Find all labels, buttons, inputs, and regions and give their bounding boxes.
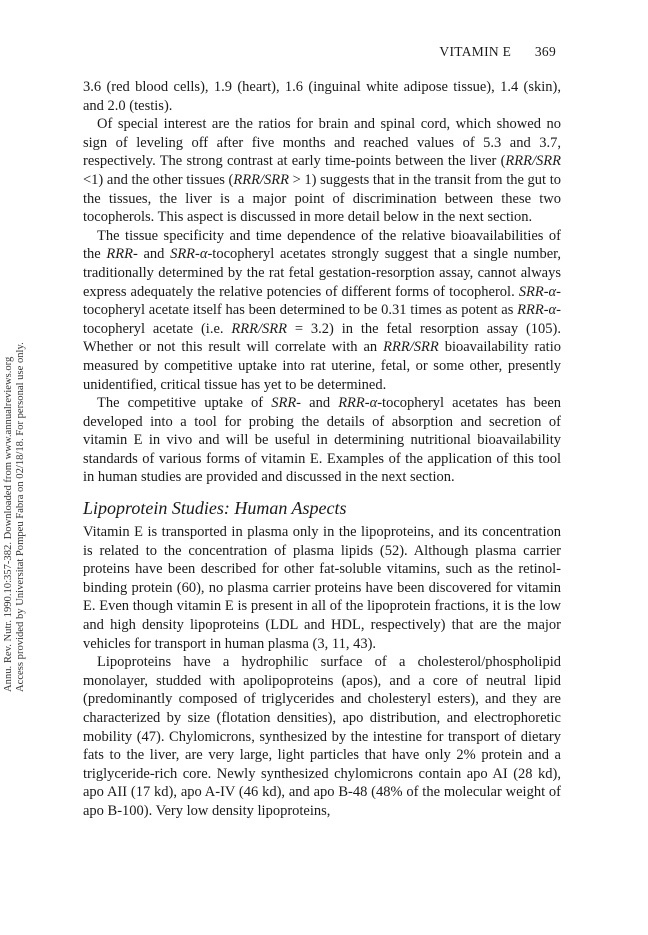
paragraph-2-ratio-2: RRR/SRR (233, 171, 289, 188)
paragraph-2-text-e: > 1) suggests that in the transit from the gut to the tissues, the liver is a major point of discrimination between these two tocopherols. This aspect is discussed in more detail below in the next section. (83, 171, 561, 226)
paragraph-3-text-g: -tocopheryl acetate itself has been determined to be 0.31 times as potent as (83, 283, 561, 319)
paragraph-4-term-rrr-alpha: RRR-α (338, 395, 378, 412)
paragraph-3-ratio-1: RRR/SRR (231, 320, 287, 337)
paragraph-4-text-c: and (301, 395, 339, 412)
paragraph-2 (83, 115, 561, 227)
paragraph-4-text-e: -tocopheryl acetates has been developed into a tool for probing the details of absorption and secretion of vitamin E in vivo and will be useful in determining nutritional bioavailability standards of various forms of vitamin E. Examples of the application of this tool in human studies are provided and discussed in the next section. (83, 395, 561, 486)
paragraph-4-term-srr: SRR- (271, 395, 302, 412)
paragraph-4-text-a: The competitive uptake of (97, 395, 272, 412)
paragraph-3-text-e: -tocopheryl acetates strongly suggest that a single number, traditionally determined by the rat fetal gestation-resorption assay, cannot always express adequately the relative potencies of different forms of tocopherol. (83, 246, 562, 300)
paragraph-3 (83, 227, 561, 394)
paragraph-6: Lipoproteins have a hydrophilic surface of a cholesterol/phospholipid monolayer, studded with apolipoproteins (apos), and a core of neutral lipid (predominantly composed of triglycerides and cholesteryl esters), and they are characterized by size (flotation densities), apo distribution, and electrophoretic mobility (47). Chylomicrons, synthesized by the intestine for transport of dietary fats to the liver, are very large, light particles that have only 2% protein and a triglyceride-rich core. Newly synthesized chylomicrons contain apo AI (28 kd), apo AII (17 kd), apo A-IV (46 kd), and apo B-48 (48% of the molecular weight of apo B-100). Very low density lipoproteins, (83, 654, 561, 819)
page-number: 369 (534, 44, 556, 59)
paragraph-1: 3.6 (red blood cells), 1.9 (heart), 1.6 (inguinal white adipose tissue), 1.4 (skin), and 2.0 (testis). (83, 79, 561, 114)
paragraph-3-term-srr-alpha: SRR-α (170, 246, 208, 263)
margin-note-text (3, 226, 27, 692)
running-head-title: VITAMIN E (439, 44, 512, 59)
paragraph-3-text-a: The tissue specificity and time dependence of the relative bioavailabilities of the (83, 227, 561, 263)
paragraph-3-term-rrr-alpha: RRR-α (517, 302, 557, 319)
paragraph-5: Vitamin E is transported in plasma only in the lipoproteins, and its concentration is related to the concentration of plasma lipids (52). Although plasma carrier proteins have been described for other fat-soluble vitamins, such as the retinol-binding protein (60), no plasma carrier proteins have been discovered for vitamin E. Even though vitamin E is present in all of the lipoprotein fractions, it is the low and high density lipoproteins (LDL and HDL, respectively) that are the major vehicles for transport in human plasma (3, 11, 43). (83, 524, 561, 652)
section-heading: Lipoprotein Studies: Human Aspects (83, 498, 347, 519)
page-body (83, 78, 561, 821)
margin-note-line-1: Annu. Rev. Nutr. 1990.10:357-382. Downloaded from www.annualreviews.org (3, 356, 14, 692)
paragraph-3-text-i: -tocopheryl acetate (i.e. (83, 302, 561, 337)
paragraph-3-text-c: and (137, 246, 171, 263)
download-margin-note (3, 226, 27, 692)
paragraph-3-term-rrr: RRR- (106, 246, 138, 263)
margin-note-line-2: Access provided by Universitat Pompeu Fabra on 02/18/18. For personal use only. (15, 342, 26, 692)
paragraph-2-ratio-1: RRR/SRR (505, 153, 561, 170)
paragraph-4 (83, 394, 561, 487)
paragraph-3-text-k: = 3.2) in the fetal resorption assay (105). Whether or not this result will correlate with an (83, 320, 561, 356)
paragraph-2-text-a: Of special interest are the ratios for brain and spinal cord, which showed no sign of leveling off after five months and reached values of 5.3 and 3.7, respectively. The strong contrast at early time-points between the liver ( (83, 116, 561, 170)
running-head (439, 44, 556, 60)
paragraph-2-text-c: <1) and the other tissues ( (83, 171, 234, 188)
paragraph-3-ratio-2: RRR/SRR (383, 339, 439, 356)
paragraph-3-text-m: bioavailability ratio measured by competitive uptake into rat uterine, fetal, or some other, presently unidentified, critical tissue has yet to be determined. (83, 339, 561, 393)
paragraph-3-term-srr-alpha-2: SRR-α (518, 283, 557, 300)
